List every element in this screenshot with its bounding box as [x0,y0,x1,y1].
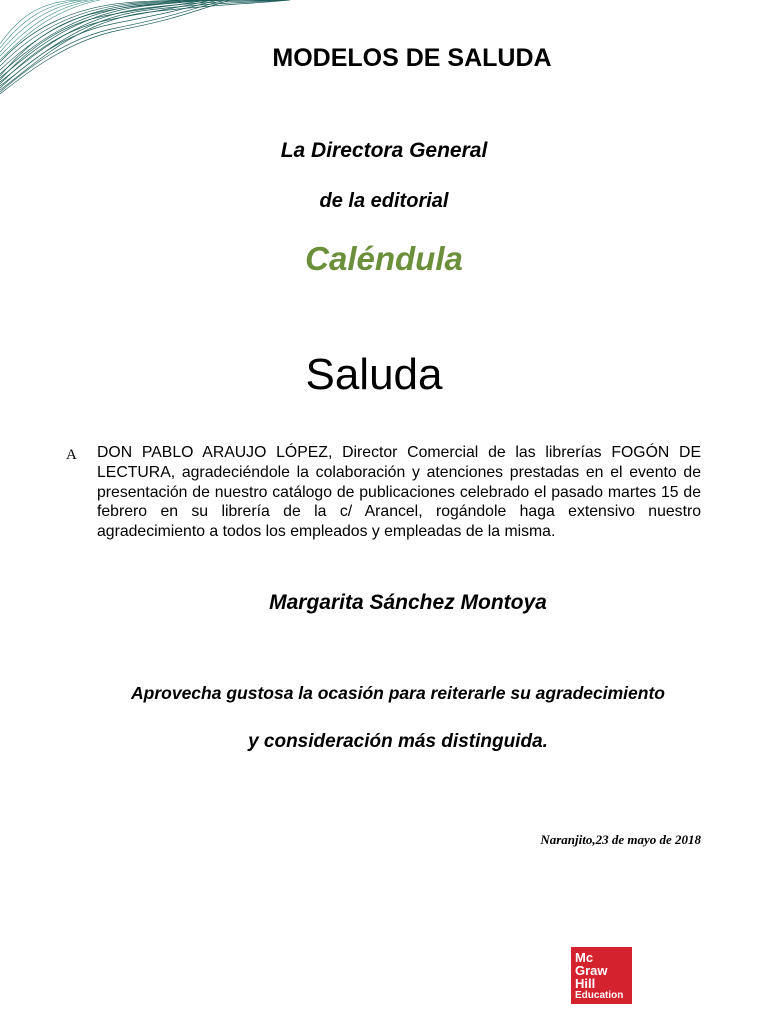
logo-line-1: Mc [575,950,594,965]
logo-line-4: Education [575,990,624,1001]
letter-body: DON PABLO ARAUJO LÓPEZ, Director Comercial de las librerías FOGÓN DE LECTURA, agradeciéndole la colaboración y atenciones prestadas en el evento de presentación de nuestro catálogo de publicaciones celebrado el pasado martes 15 de febrero en su librería de la c/ Arancel, rogándole haga extensivo nuestro agradecimiento a todos los empleados y empleadas de la misma. [97,444,701,541]
signer-name: Margarita Sánchez Montoya [269,591,547,614]
closing-line-1: Aprovecha gustosa la ocasión para reiterarle su agradecimiento [131,683,665,703]
logo-line-3: Hill [575,976,596,991]
document-title: MODELOS DE SALUDA [272,44,552,72]
place-and-date: Naranjito,23 de mayo de 2018 [540,832,701,847]
mcgraw-hill-logo [571,947,632,1004]
heading-line-1: La Directora General [280,139,488,162]
heading-line-2: de la editorial [319,190,449,212]
publisher-name: Caléndula [305,240,463,277]
letter-prefix: A [66,447,77,463]
greeting-word: Saluda [305,350,443,399]
closing-line-2: y consideración más distinguida. [248,731,548,752]
logo-line-2: Graw [575,963,608,978]
